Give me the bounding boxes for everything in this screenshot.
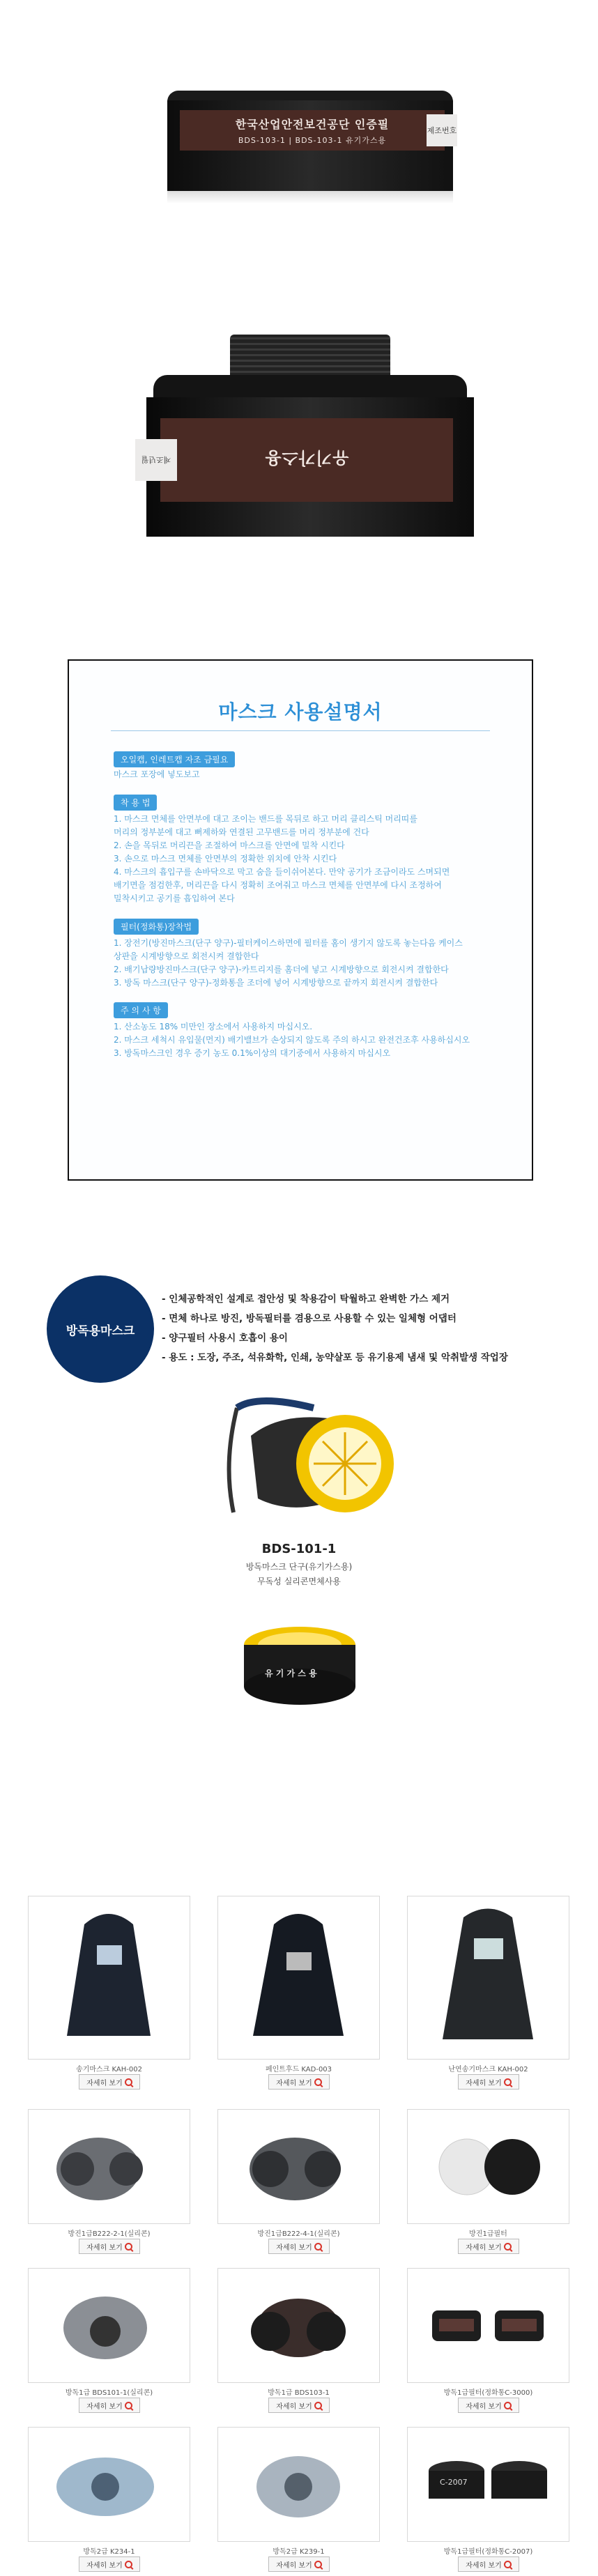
detail-button[interactable]: 자세히 보기 (458, 2398, 519, 2413)
magnifier-icon (504, 2243, 512, 2251)
detail-button[interactable]: 자세히 보기 (79, 2556, 140, 2572)
manual-title: 마스크 사용설명서 (218, 700, 383, 723)
manual-line: 3. 방독마스크인 경우 증기 농도 0.1%이상의 대기중에서 사용하지 마십시오 (114, 1048, 391, 1058)
product-image[interactable] (28, 2109, 190, 2224)
product-caption: 방독1급 BDS103-1 (268, 2389, 330, 2397)
product-grid (28, 1896, 570, 2570)
product-image[interactable] (407, 2427, 569, 2542)
detail-button[interactable]: 자세히 보기 (458, 2239, 519, 2254)
cartridge-bottom-tag: 제조년월 (135, 439, 177, 481)
cartridge-label (180, 110, 445, 151)
product-caption: 방진1급필터 (469, 2230, 507, 2238)
feature-line: - 용도 : 도장, 주조, 석유화학, 인쇄, 농약살포 등 유기용제 냄새 및 악취발생 작업장 (162, 1352, 508, 1363)
manual-section-heading: 필터(정화통)장착법 (114, 919, 199, 935)
product-caption: 방독2급 K234-1 (83, 2548, 135, 2556)
gas-mask-badge: 방독용마스크 (47, 1275, 154, 1383)
product-caption: 방진1급B222-4-1(실리콘) (257, 2230, 340, 2238)
product-image[interactable] (217, 2109, 380, 2224)
model-desc: 무독성 실리콘면체사용 (257, 1577, 341, 1586)
detail-button[interactable]: 자세히 보기 (268, 2556, 330, 2572)
manual-line: 밀착시키고 공기를 흡입하여 본다 (114, 894, 235, 903)
detail-button[interactable]: 자세히 보기 (79, 2239, 140, 2254)
detail-button[interactable]: 자세히 보기 (268, 2074, 330, 2090)
product-image[interactable] (217, 2427, 380, 2542)
magnifier-icon (314, 2078, 322, 2086)
magnifier-icon (125, 2078, 132, 2086)
manual-line: 마스크 포장에 넣도보고 (114, 769, 200, 779)
cartridge-photo-bottom (132, 321, 488, 558)
magnifier-icon (125, 2243, 132, 2251)
detail-button[interactable]: 자세히 보기 (79, 2074, 140, 2090)
product-caption: 방독2급 K239-1 (273, 2548, 325, 2556)
product-image[interactable] (28, 2268, 190, 2383)
manual-line: 2. 손을 목뒤로 머리끈을 조절하여 마스크를 안면에 밀착 시킨다 (114, 841, 345, 850)
manual-line: 상판을 시계방향으로 회전시켜 결합한다 (114, 951, 259, 961)
manual-line: 3. 손으로 마스크 면체를 안면부의 정확한 위치에 안착 시킨다 (114, 854, 337, 864)
detail-button[interactable]: 자세히 보기 (458, 2074, 519, 2090)
cartridge-tag: 제조번호 (427, 114, 457, 146)
product-caption: 송기마스크 KAH-002 (76, 2066, 142, 2073)
magnifier-icon (125, 2561, 132, 2568)
model-desc: 방독마스크 단구(유기가스용) (245, 1562, 353, 1572)
product-image[interactable] (28, 2427, 190, 2542)
magnifier-icon (314, 2243, 322, 2251)
manual-line: 머리의 정부분에 대고 뻐제하와 연결된 고무밴드를 머리 정부분에 건다 (114, 827, 369, 837)
usage-manual (68, 659, 533, 1181)
magnifier-icon (314, 2402, 322, 2409)
cartridge-print: 유 기 가 스 용 (265, 1669, 317, 1678)
cartridge-bottom-label: 유기가스용 (160, 418, 453, 502)
magnifier-icon (504, 2561, 512, 2568)
filter-print: C-2007 (440, 2478, 468, 2487)
detail-button[interactable]: 자세히 보기 (458, 2556, 519, 2572)
product-image[interactable] (28, 1896, 190, 2060)
product-caption: 난연송기마스크 KAH-002 (448, 2066, 528, 2073)
magnifier-icon (314, 2561, 322, 2568)
product-caption: 방진1급B222-2-1(실리콘) (68, 2230, 151, 2238)
detail-button[interactable]: 자세히 보기 (268, 2239, 330, 2254)
gas-mask-image (209, 1394, 404, 1526)
manual-line: 1. 마스크 면체를 안면부에 대고 조이는 밴드를 목뒤로 하고 머리 클리스틱 머리띠를 (114, 814, 417, 824)
manual-line: 2. 마스크 세척시 유입물(먼지) 배기밸브가 손상되지 않도록 주의 하시고 완전건조후 사용하십시오 (114, 1035, 470, 1045)
product-caption: 방독1급필터(정화통C-3000) (443, 2389, 533, 2397)
manual-section-heading: 주 의 사 항 (114, 1002, 168, 1018)
manual-line: 1. 산소농도 18% 미만인 장소에서 사용하지 마십시오. (114, 1022, 313, 1032)
manual-line: 3. 방독 마스크(단구 양구)-정화통을 조더에 넣어 시계방향으로 끝까지 회전시켜 결합한다 (114, 978, 438, 988)
cartridge-label-subtitle: BDS-103-1 | BDS-103-1 유기가스용 (238, 135, 387, 145)
cartridge-label-title: 한국산업안전보건공단 인증필 (235, 117, 390, 131)
product-image[interactable] (217, 2268, 380, 2383)
gas-cartridge-image (237, 1624, 362, 1708)
detail-button[interactable]: 자세히 보기 (79, 2398, 140, 2413)
product-image[interactable] (217, 1896, 380, 2060)
product-caption: 방독1급 BDS101-1(실리콘) (65, 2389, 153, 2397)
manual-section-heading: 착 용 법 (114, 795, 157, 811)
detail-button[interactable]: 자세히 보기 (268, 2398, 330, 2413)
feature-line: - 면체 하나로 방진, 방독필터를 겸용으로 사용할 수 있는 일체형 어댑터 (162, 1313, 457, 1324)
manual-section-heading: 오일캡, 인레트캡 자조 금필요 (114, 751, 235, 767)
model-number: BDS-101-1 (261, 1542, 337, 1556)
feature-line: - 인체공학적인 설계로 접안성 및 착용감이 탁월하고 완벽한 가스 제거 (162, 1294, 450, 1305)
manual-line: 2. 배기납량방진마스크(단구 양구)-카트리지를 홈더에 넣고 시계방향으로 회전시켜 결합한다 (114, 965, 449, 974)
product-caption: 방독1급필터(정화통C-2007) (443, 2548, 533, 2556)
product-image[interactable] (407, 1896, 569, 2060)
feature-line: - 양구필터 사용시 호흡이 용이 (162, 1333, 288, 1344)
manual-line: 배기면을 점검한후, 머리끈을 다시 정확히 조여줘고 마스크 면체를 안면부에 다시 조정하여 (114, 880, 442, 890)
magnifier-icon (504, 2078, 512, 2086)
magnifier-icon (504, 2402, 512, 2409)
magnifier-icon (125, 2402, 132, 2409)
cartridge-photo-top (167, 91, 457, 209)
product-image[interactable] (407, 2268, 569, 2383)
product-image[interactable] (407, 2109, 569, 2224)
product-caption: 페인트후드 KAD-003 (265, 2066, 332, 2073)
manual-line: 1. 장전기(방진마스크(단구 양구)-필터케이스하면에 필터를 홈이 생기지 않도록 놓는다음 케이스 (114, 938, 463, 948)
manual-line: 4. 마스크의 흡입구를 손바닥으로 막고 숨을 들이쉬어본다. 만약 공기가 조금이라도 스며되면 (114, 867, 450, 877)
